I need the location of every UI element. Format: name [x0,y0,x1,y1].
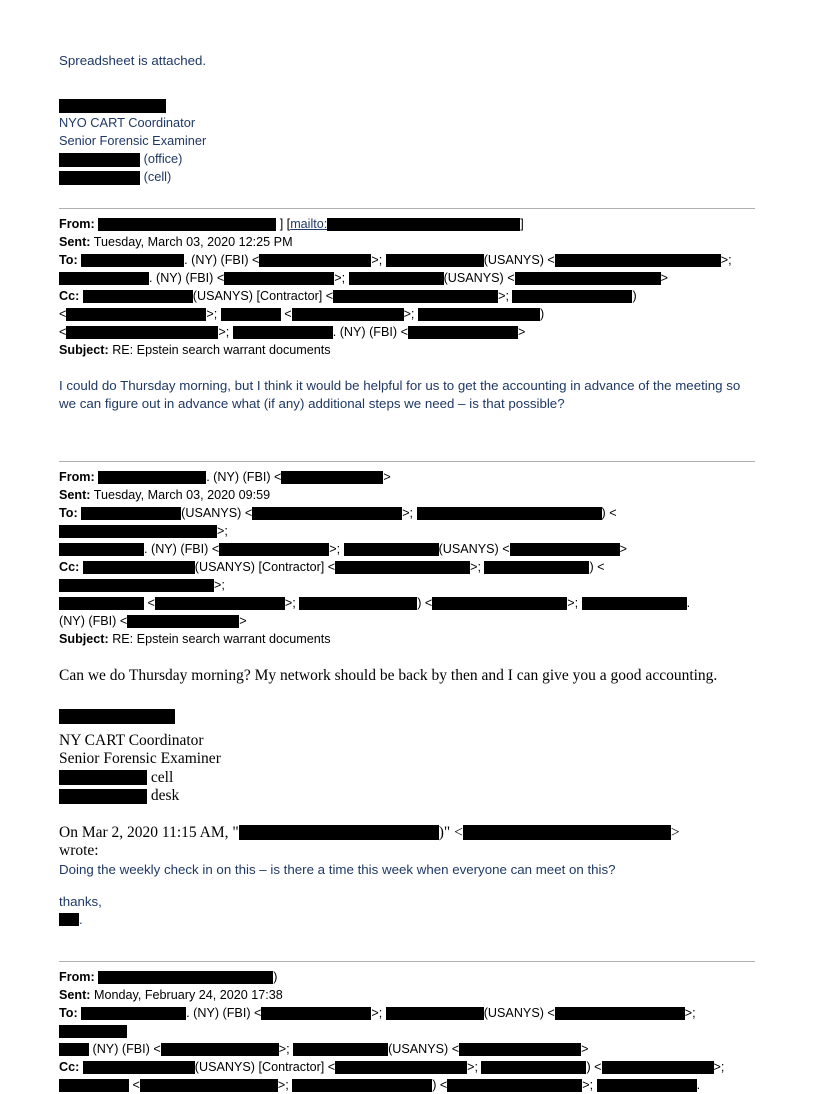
redaction-bar [233,326,333,339]
redaction-bar [59,543,144,556]
signature-title-2: Senior Forensic Examiner [59,133,207,148]
subject-label: Subject: [59,632,109,646]
to-tag-1: . (NY) (FBI) < [184,253,260,267]
sent-value: Tuesday, March 03, 2020 09:59 [93,488,271,502]
redaction-bar [293,1043,388,1056]
from-label: From: [59,470,95,484]
email1-cc-line: Cc: (USANYS) [Contractor] < >; ) < >; < >; ) < >; . (NY) (FBI) < > [59,289,637,339]
redaction-bar [349,272,444,285]
signature2-title-2: Senior Forensic Examiner [59,750,221,767]
redaction-bar [219,543,329,556]
redaction-bar [597,1079,697,1092]
redaction-bar [555,254,721,267]
sent-value: Monday, February 24, 2020 17:38 [93,987,283,1002]
redaction-bar [555,1007,685,1020]
email2-to-line: To: (USANYS) < >; ) <>; . (NY) (FBI) < >; (USANYS) < > [59,506,627,556]
to-label: To: [59,1005,78,1020]
redaction-bar [81,254,184,267]
cc-tag-1: (USANYS) [Contractor] < [192,289,334,303]
signature2-phone-cell [59,769,755,788]
quoted-message-2 [59,824,755,929]
redaction-bar [386,254,484,267]
cc-label: Cc: [59,560,80,574]
redaction-bar [98,971,273,984]
from-label: From: [59,217,95,231]
redaction-bar [83,290,193,303]
email2-body: Can we do Thursday morning? My network should be back by then and I can give you a good accounting. [59,667,718,684]
redaction-bar [59,525,217,538]
redaction-bar [59,770,147,785]
subject-value: RE: Epstein search warrant documents [112,343,331,357]
redaction-bar [155,597,285,610]
redaction-bar [515,272,661,285]
redaction-bar [447,1079,582,1092]
phone-desk-label: desk [150,787,180,804]
email3-from-line [59,968,755,986]
email1-body: I could do Thursday morning, but I think it would be helpful for us to get the accounting in advance of the meeting so we can figure out in advance what (if any) additional steps we need – is that possible? [59,378,741,411]
redaction-bar [386,1007,484,1020]
from-tag: . (NY) (FBI) < [206,470,282,484]
intro-paragraph: Spreadsheet is attached. [59,53,207,68]
sent-value: Tuesday, March 03, 2020 12:25 PM [93,235,293,249]
quote-intro-prefix: On Mar 2, 2020 11:15 AM, " [59,823,239,841]
redaction-bar [299,597,417,610]
redaction-bar [59,1025,127,1038]
redaction-bar [59,579,214,592]
signature-phone-office [59,150,755,168]
redaction-bar [59,597,144,610]
signature-block-2 [59,707,755,806]
email1-from-line [59,215,755,233]
redaction-bar [292,308,404,321]
to-tag-2: (USANYS) < [483,1005,555,1020]
redaction-bar [512,290,632,303]
email3-cc-line: Cc: (USANYS) [Contractor] < >; ) < >; < >; ) < >; . [59,1059,725,1092]
redaction-bar [59,913,79,926]
redaction-bar [59,709,175,724]
to-tag-4: (USANYS) < [388,1041,460,1056]
quote-wrote-line: wrote: [59,842,99,859]
redaction-bar [98,471,206,484]
redaction-bar [459,1043,581,1056]
email2-sent-line [59,486,755,504]
email-header-2 [59,461,755,648]
quote-thanks-signature [59,911,755,929]
redaction-bar [59,99,166,113]
quote-thanks: thanks, [59,893,102,909]
email2-from-line: From: . (NY) (FBI) < > [59,470,391,484]
redaction-bar [221,308,281,321]
quote-intro-suffix: > [670,823,680,841]
sent-label: Sent: [59,235,91,249]
redaction-bar [344,543,439,556]
signature2-name-redaction-line [59,707,755,726]
redaction-bar [66,326,218,339]
redaction-bar [335,1061,467,1074]
redaction-bar [81,507,181,520]
redaction-bar [417,507,602,520]
cc-label: Cc: [59,289,80,303]
redaction-bar [59,1043,89,1056]
redaction-bar [463,825,671,840]
cc-tag-1: (USANYS) [Contractor] < [194,560,336,574]
from-bracket-close: ] [520,217,524,231]
cc-tag-1: (USANYS) [Contractor] < [194,1059,336,1074]
sent-label: Sent: [59,488,91,502]
quote-intro-line [59,824,755,843]
signature-name-redaction-line [59,96,755,114]
phone-cell-label: (cell) [143,169,172,184]
quote-body: Doing the weekly check in on this – is there a time this week when everyone can meet on this? [59,861,616,877]
redaction-bar [510,543,620,556]
to-tag-3: (USANYS) < [438,542,510,556]
sent-label: Sent: [59,987,91,1002]
from-tag: ) [273,969,278,984]
email1-sent-line [59,233,755,251]
subject-value: RE: Epstein search warrant documents [112,632,331,646]
redaction-bar [224,272,334,285]
redaction-bar [292,1079,432,1092]
redaction-bar [333,290,498,303]
redaction-bar [59,272,149,285]
redaction-bar [66,308,206,321]
redaction-bar [259,254,371,267]
redaction-bar [418,308,540,321]
cc-label: Cc: [59,1059,80,1074]
redaction-bar [335,561,470,574]
redaction-bar [83,561,195,574]
email2-subject-line [59,630,755,648]
email3-sent-line [59,986,755,1004]
redaction-bar [59,1079,129,1092]
redaction-bar [261,1007,371,1020]
redaction-bar [161,1043,279,1056]
redaction-bar [432,597,567,610]
phone-cell-label: cell [150,768,174,786]
redaction-bar [59,789,147,804]
redaction-bar [239,825,439,840]
redaction-bar [602,1061,714,1074]
redaction-bar [481,1061,586,1074]
phone-office-label: (office) [143,151,183,166]
to-tag-2: . (NY) (FBI) < [144,542,220,556]
signature-block-1 [59,96,755,186]
signature-phone-cell [59,168,755,186]
signature2-phone-desk [59,787,755,806]
redaction-bar [281,471,383,484]
redaction-bar [252,507,402,520]
to-tag-3: . (NY) (FBI) < [149,271,225,285]
redaction-bar [127,615,239,628]
document-content [59,52,755,1094]
email-header-1 [59,208,755,359]
redaction-bar [59,153,140,167]
redaction-bar [484,561,589,574]
email1-subject-line [59,341,755,359]
mailto-link[interactable]: mailto: [290,217,328,231]
redaction-bar [582,597,687,610]
to-label: To: [59,506,78,520]
redaction-bar [408,326,518,339]
from-label: From: [59,969,95,984]
signature-title-1: NYO CART Coordinator [59,115,196,130]
redaction-bar [81,1007,186,1020]
email3-to-line: To: . (NY) (FBI) < >; (USANYS) < >; (NY) (FBI) < >; (USANYS) < > [59,1005,696,1056]
to-label: To: [59,253,78,267]
to-tag-2: (USANYS) < [483,253,555,267]
redaction-bar [98,218,276,231]
subject-label: Subject: [59,343,109,357]
redaction-bar [83,1061,195,1074]
from-bracket: ] [ [279,217,291,231]
redaction-bar [59,171,140,185]
redaction-bar [327,218,520,231]
email2-cc-line: Cc: (USANYS) [Contractor] < >; ) <>; < >; ) < >; . (NY) (FBI) < > [59,560,691,628]
thanks-dot: . [79,911,83,927]
cc-tag-2: . (NY) (FBI) < [332,325,408,339]
to-tag-4: (USANYS) < [443,271,515,285]
cc-tag-end: (NY) (FBI) < [59,614,128,628]
signature2-title-1: NY CART Coordinator [59,731,204,749]
email-header-3 [59,961,755,1094]
email1-to-line: To: . (NY) (FBI) < >; (USANYS) < >; . (NY) (FBI) < >; (USANYS) < > [59,253,732,285]
to-tag-3: (NY) (FBI) < [92,1041,161,1056]
to-tag-1: . (NY) (FBI) < [186,1005,262,1020]
redaction-bar [140,1079,278,1092]
quote-intro-mid: )" < [438,823,463,841]
to-tag-1: (USANYS) < [181,506,253,520]
